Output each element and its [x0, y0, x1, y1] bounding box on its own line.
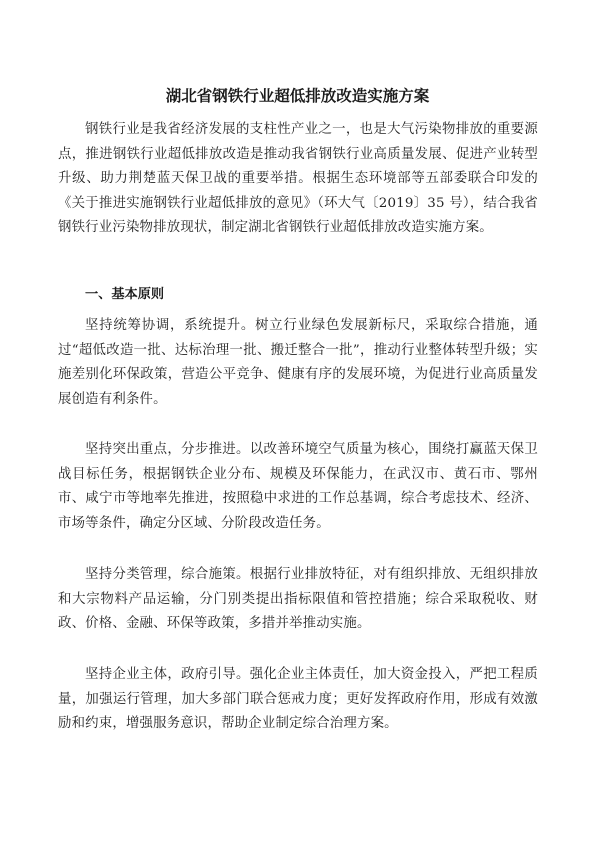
principle-paragraph-classified-management: 坚持分类管理，综合施策。根据行业排放特征，对有组织排放、无组织排放和大宗物料产品运输，分门别类提出指标限值和管控措施；综合采取税收、财政、价格、金融、环保等政策，多措并举推动实施。	[58, 567, 538, 631]
intro-paragraph: 钢铁行业是我省经济发展的支柱性产业之一，也是大气污染物排放的重要源点，推进钢铁行业超低排放改造是推动我省钢铁行业高质量发展、促进产业转型升级、助力荆楚蓝天保卫战的重要举措。根据生态环境部等五部委联合印发的《关于推进实施钢铁行业超低排放的意见》（环大气〔2019〕35 号），结合我省钢铁行业污染物排放现状，制定湖北省钢铁行业超低排放改造实施方案。	[58, 122, 538, 235]
document-title: 湖北省钢铁行业超低排放改造实施方案	[165, 87, 430, 105]
principle-paragraph-key-points: 坚持突出重点，分步推进。以改善环境空气质量为核心，围绕打赢蓝天保卫战目标任务，根据钢铁企业分布、规模及环保能力，在武汉市、黄石市、鄂州市、咸宁市等地率先推进，按照稳中求进的工作总基调，综合考虑技术、经济、市场等条件，确定分区域、分阶段改造任务。	[58, 442, 538, 531]
principle-paragraph-coordination: 坚持统筹协调，系统提升。树立行业绿色发展新标尺，采取综合措施，通过“超低改造一批、达标治理一批、搬迁整合一批”，推动行业整体转型升级；实施差别化环保政策，营造公平竞争、健康有序的发展环境，为促进行业高质量发展创造有利条件。	[58, 318, 538, 407]
principle-paragraph-enterprise-subject: 坚持企业主体，政府引导。强化企业主体责任，加大资金投入，严把工程质量，加强运行管理，加大多部门联合惩戒力度；更好发挥政府作用，形成有效激励和约束，增强服务意识，帮助企业制定综合治理方案。	[58, 667, 538, 731]
section-heading-basic-principles: 一、基本原则	[85, 287, 165, 302]
